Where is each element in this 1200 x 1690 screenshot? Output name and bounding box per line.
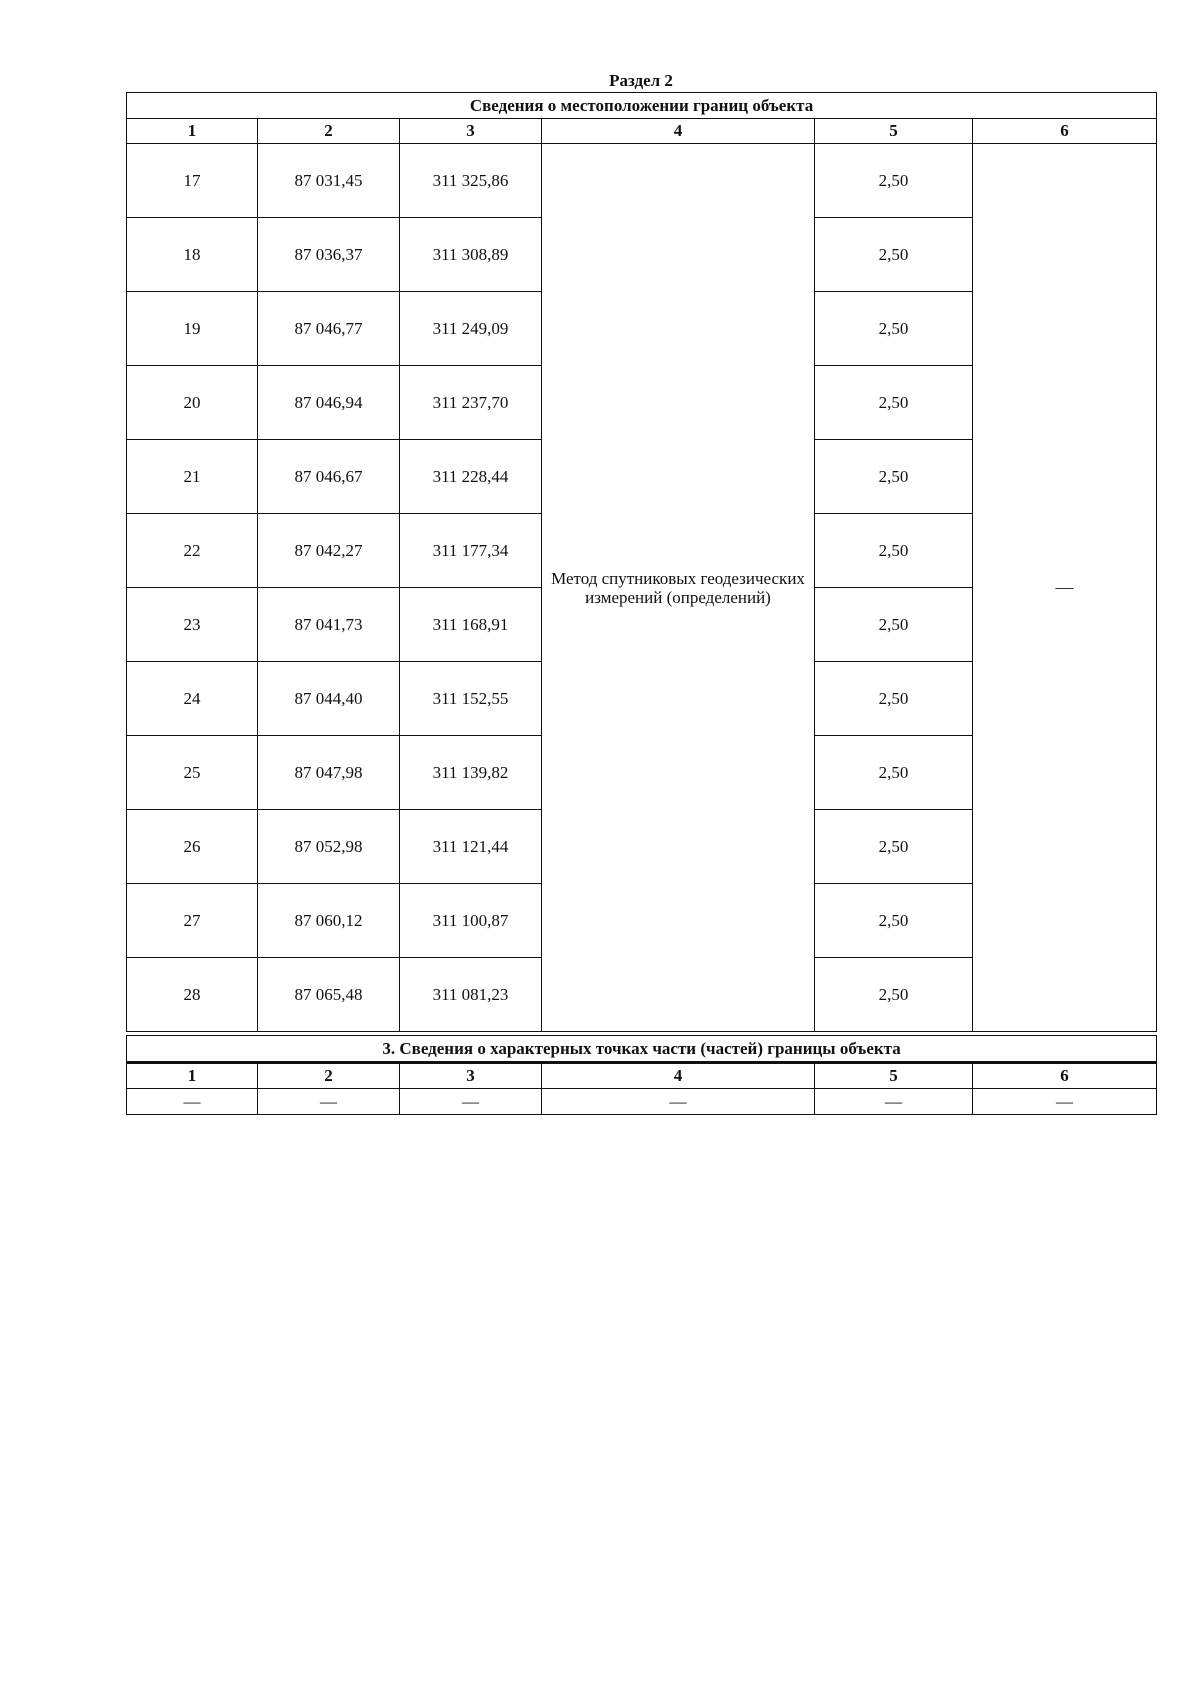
y-coordinate-cell: 311 081,23 (400, 958, 542, 1032)
x-coordinate-cell: 87 060,12 (258, 884, 400, 958)
precision-cell: 2,50 (815, 292, 973, 366)
x-coordinate-cell: 87 046,67 (258, 440, 400, 514)
point-number-cell: 17 (127, 144, 258, 218)
column-header: 4 (542, 1063, 815, 1089)
column-header: 1 (127, 119, 258, 144)
x-coordinate-cell: 87 065,48 (258, 958, 400, 1032)
y-coordinate-cell: 311 100,87 (400, 884, 542, 958)
column-header: 1 (127, 1063, 258, 1089)
column-header: 6 (973, 119, 1157, 144)
x-coordinate-cell: 87 047,98 (258, 736, 400, 810)
table-title-row (127, 93, 1157, 119)
x-coordinate-cell: 87 044,40 (258, 662, 400, 736)
x-coordinate-cell: 87 031,45 (258, 144, 400, 218)
x-coordinate-cell: 87 036,37 (258, 218, 400, 292)
column-header: 3 (400, 119, 542, 144)
point-number-cell: 21 (127, 440, 258, 514)
table-row (127, 144, 1157, 218)
point-number-cell: 28 (127, 958, 258, 1032)
y-coordinate-cell: 311 139,82 (400, 736, 542, 810)
column-number-row (127, 1063, 1157, 1089)
empty-dash-cell: — (400, 1089, 542, 1115)
column-header: 2 (258, 1063, 400, 1089)
point-number-cell: 19 (127, 292, 258, 366)
precision-cell: 2,50 (815, 514, 973, 588)
point-number-cell: 27 (127, 884, 258, 958)
empty-dash-cell: — (815, 1089, 973, 1115)
precision-cell: 2,50 (815, 958, 973, 1032)
point-number-cell: 20 (127, 366, 258, 440)
column6-cell: — (973, 144, 1157, 1032)
column-header: 5 (815, 119, 973, 144)
precision-cell: 2,50 (815, 810, 973, 884)
precision-cell: 2,50 (815, 366, 973, 440)
precision-cell: 2,50 (815, 662, 973, 736)
column-header: 5 (815, 1063, 973, 1089)
column-header: 6 (973, 1063, 1157, 1089)
y-coordinate-cell: 311 152,55 (400, 662, 542, 736)
point-number-cell: 23 (127, 588, 258, 662)
precision-cell: 2,50 (815, 884, 973, 958)
precision-cell: 2,50 (815, 218, 973, 292)
empty-dash-cell: — (542, 1089, 815, 1115)
empty-dash-cell: — (258, 1089, 400, 1115)
column-header: 4 (542, 119, 815, 144)
x-coordinate-cell: 87 046,94 (258, 366, 400, 440)
table-title: 3. Сведения о характерных точках части (частей) границы объекта (127, 1036, 1157, 1063)
table-row (127, 1089, 1157, 1115)
precision-cell: 2,50 (815, 440, 973, 514)
column-header: 3 (400, 1063, 542, 1089)
column-number-row (127, 119, 1157, 144)
point-number-cell: 24 (127, 662, 258, 736)
point-number-cell: 22 (127, 514, 258, 588)
x-coordinate-cell: 87 046,77 (258, 292, 400, 366)
y-coordinate-cell: 311 308,89 (400, 218, 542, 292)
column-header: 2 (258, 119, 400, 144)
y-coordinate-cell: 311 237,70 (400, 366, 542, 440)
boundary-location-table (126, 92, 1157, 1032)
y-coordinate-cell: 311 228,44 (400, 440, 542, 514)
y-coordinate-cell: 311 168,91 (400, 588, 542, 662)
x-coordinate-cell: 87 041,73 (258, 588, 400, 662)
point-number-cell: 25 (127, 736, 258, 810)
empty-dash-cell: — (973, 1089, 1157, 1115)
part-boundary-points-table (126, 1035, 1157, 1115)
precision-cell: 2,50 (815, 588, 973, 662)
section-title: Раздел 2 (609, 71, 673, 90)
x-coordinate-cell: 87 052,98 (258, 810, 400, 884)
y-coordinate-cell: 311 325,86 (400, 144, 542, 218)
x-coordinate-cell: 87 042,27 (258, 514, 400, 588)
y-coordinate-cell: 311 121,44 (400, 810, 542, 884)
table-title-row (127, 1036, 1157, 1063)
y-coordinate-cell: 311 249,09 (400, 292, 542, 366)
table-title: Сведения о местоположении границ объекта (127, 93, 1157, 119)
precision-cell: 2,50 (815, 144, 973, 218)
y-coordinate-cell: 311 177,34 (400, 514, 542, 588)
precision-cell: 2,50 (815, 736, 973, 810)
method-cell: Метод спутниковых геодезических измерений (определений) (542, 144, 815, 1032)
point-number-cell: 26 (127, 810, 258, 884)
empty-dash-cell: — (127, 1089, 258, 1115)
point-number-cell: 18 (127, 218, 258, 292)
